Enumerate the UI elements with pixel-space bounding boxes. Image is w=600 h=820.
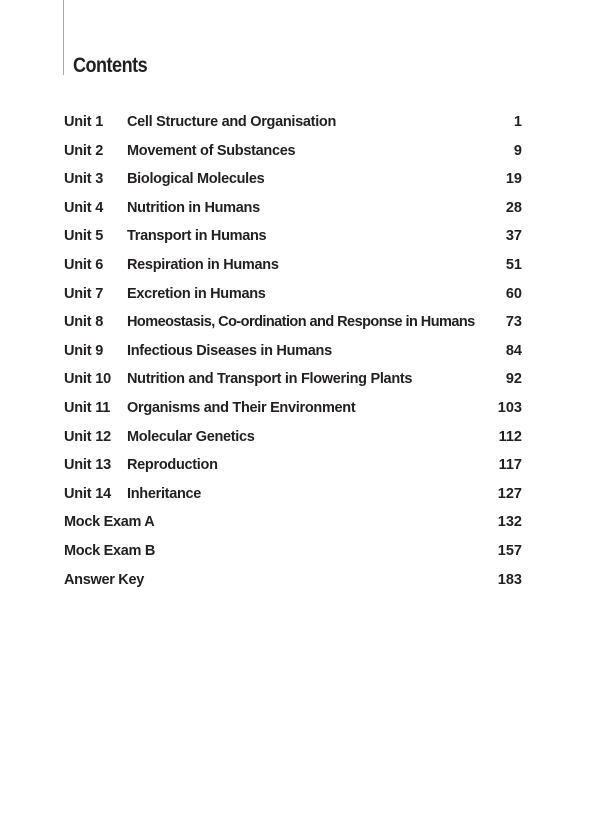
- toc-unit-label: Unit 9: [64, 342, 104, 359]
- toc-title: Mock Exam A: [64, 514, 155, 531]
- toc-entry-unit-10[interactable]: [64, 371, 522, 400]
- toc-page-number: 9: [513, 142, 522, 159]
- toc-page-number: 183: [497, 571, 522, 588]
- toc-page-number: 60: [505, 285, 522, 302]
- toc-unit-label: Unit 12: [64, 428, 111, 445]
- toc-page-number: 1: [513, 114, 522, 130]
- toc-unit-label: Unit 6: [64, 256, 104, 273]
- toc-page-number: 28: [505, 199, 522, 216]
- toc-unit-label: Unit 13: [64, 457, 111, 474]
- toc-title: Mock Exam B: [64, 542, 155, 559]
- toc-title: Homeostasis, Co-ordination and Response in Humans: [127, 314, 475, 331]
- toc-entry-unit-1[interactable]: [64, 114, 522, 143]
- toc-title: Excretion in Humans: [127, 285, 266, 302]
- toc-unit-label: Unit 14: [64, 485, 111, 502]
- toc-entry-unit-12[interactable]: [64, 429, 522, 458]
- margin-rule: [63, 0, 64, 75]
- toc-title: Answer Key: [64, 571, 145, 588]
- toc-entry-unit-13[interactable]: [64, 457, 522, 486]
- page-title: Contents: [73, 54, 148, 77]
- toc-page-number: 157: [497, 542, 522, 559]
- toc-unit-label: Unit 4: [64, 199, 104, 216]
- toc-entry-unit-9[interactable]: [64, 343, 522, 372]
- toc-title: Infectious Diseases in Humans: [127, 342, 332, 359]
- toc-entry-unit-5[interactable]: [64, 228, 522, 257]
- toc-page-number: 73: [505, 314, 522, 331]
- toc-unit-label: Unit 7: [64, 285, 104, 302]
- toc-title: Movement of Substances: [127, 142, 296, 159]
- toc-unit-label: Unit 11: [64, 399, 111, 416]
- toc-unit-label: Unit 3: [64, 171, 104, 188]
- toc-page-number: 132: [497, 514, 522, 531]
- toc-entry-unit-8[interactable]: [64, 314, 522, 343]
- toc-unit-label: Unit 10: [64, 371, 111, 388]
- toc-title: Cell Structure and Organisation: [127, 114, 337, 130]
- toc-title: Respiration in Humans: [127, 256, 279, 273]
- toc-page-number: 92: [505, 371, 522, 388]
- toc-title: Molecular Genetics: [127, 428, 255, 445]
- toc-title: Nutrition and Transport in Flowering Plants: [127, 371, 413, 388]
- toc-title: Biological Molecules: [127, 171, 265, 188]
- toc-title: Inheritance: [127, 485, 202, 502]
- toc-entry-answer-key[interactable]: [64, 572, 522, 601]
- toc-entry-unit-2[interactable]: [64, 143, 522, 172]
- toc-entry-unit-11[interactable]: [64, 400, 522, 429]
- toc-page-number: 127: [497, 485, 522, 502]
- toc-entry-mock-exam-b[interactable]: [64, 543, 522, 572]
- toc-page-number: 37: [505, 228, 522, 245]
- toc-title: Nutrition in Humans: [127, 199, 260, 216]
- toc-page-number: 112: [498, 428, 522, 445]
- toc-unit-label: Unit 2: [64, 142, 104, 159]
- toc-page-number: 51: [505, 256, 522, 273]
- toc-page-number: 19: [505, 171, 522, 188]
- toc-title: Organisms and Their Environment: [127, 399, 356, 416]
- toc-entry-unit-6[interactable]: [64, 257, 522, 286]
- toc-unit-label: Unit 1: [64, 114, 104, 130]
- toc-entry-unit-14[interactable]: [64, 486, 522, 515]
- toc-unit-label: Unit 5: [64, 228, 104, 245]
- toc-title: Reproduction: [127, 457, 218, 474]
- toc-entry-unit-3[interactable]: [64, 171, 522, 200]
- toc-page-number: 117: [498, 457, 522, 474]
- toc-entry-unit-4[interactable]: [64, 200, 522, 229]
- toc-title: Transport in Humans: [127, 228, 267, 245]
- toc-page-number: 84: [505, 342, 522, 359]
- table-of-contents: [64, 114, 522, 600]
- toc-page-number: 103: [497, 399, 522, 416]
- toc-entry-mock-exam-a[interactable]: [64, 514, 522, 543]
- toc-entry-unit-7[interactable]: [64, 286, 522, 315]
- toc-unit-label: Unit 8: [64, 314, 104, 331]
